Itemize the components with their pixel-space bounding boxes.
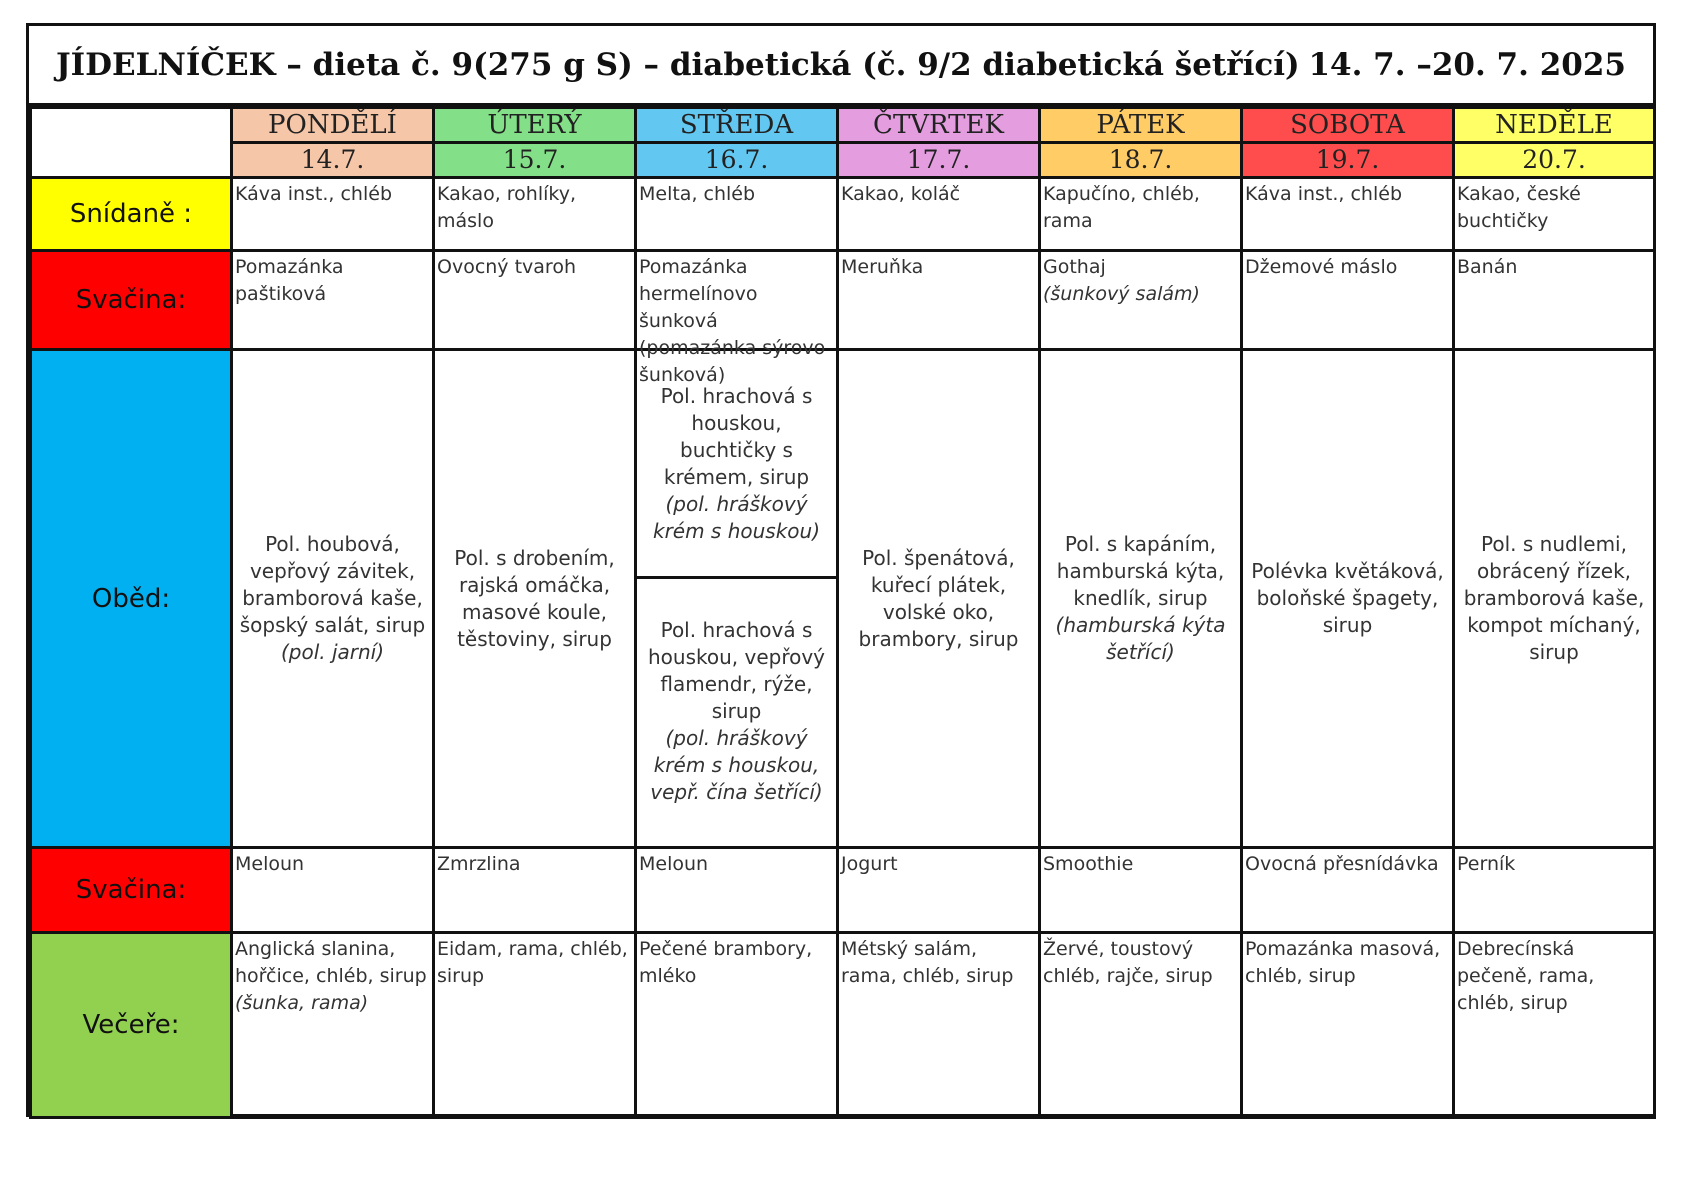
day-name: STŘEDA [636,108,838,143]
day-date: 17.7. [838,143,1040,178]
lunch-cell [838,350,1040,848]
snack1-note: (šunkový salám) [1043,283,1200,305]
snack1-text: Banán [1457,256,1518,278]
meal-label-lunch: Oběd: [31,350,232,848]
snack1-text: Meruňka [841,256,924,278]
day-date: 16.7. [636,143,838,178]
day-name: PONDĚLÍ [232,108,434,143]
snack1-cell [1454,251,1655,350]
lunch-cell [1040,350,1242,848]
breakfast-cell: Kapučíno, chléb, rama [1040,178,1242,251]
lunch-note: (pol. hráškový krém s houskou, vepř. čína šetřící) [650,725,823,804]
dinner-cell [434,933,636,1118]
lunch-cell [232,350,434,848]
lunch-option-b [637,579,836,843]
snack1-cell [636,251,838,386]
dinner-text: Anglická slanina, hořčice, chléb, sirup [235,938,427,987]
day-date: 19.7. [1242,143,1454,178]
dinner-cell [1242,933,1454,1118]
breakfast-cell: Kakao, koláč [838,178,1040,251]
lunch-cell [434,350,636,848]
dinner-text: Pečené brambory, mléko [639,938,813,987]
snack1-cell [232,251,434,350]
corner-cell [31,108,232,178]
snack1-text: Gothaj [1043,256,1106,278]
snack2-cell: Ovocná přesnídávka [1242,848,1454,933]
day-name: NEDĚLE [1454,108,1655,143]
snack2-cell: Smoothie [1040,848,1242,933]
breakfast-cell: Káva inst., chléb [232,178,434,251]
day-date: 14.7. [232,143,434,178]
lunch-cell [1242,350,1454,848]
lunch-note: (hamburská kýta šetřící) [1055,613,1226,664]
lunch-text: Pol. s nudlemi, obrácený řízek, bramborová kaše, kompot míchaný, sirup [1463,532,1645,664]
meal-label-snack2: Svačina: [31,848,232,933]
snack2-cell: Perník [1454,848,1655,933]
snack1-text: Pomazánka paštiková [235,256,344,305]
lunch-text: Pol. s kapáním, hamburská kýta, knedlík, sirup [1056,532,1225,610]
menu-table [29,106,1656,1119]
dinner-cell [1454,933,1655,1118]
lunch-cell-split [636,350,838,848]
dinner-cell [1040,933,1242,1118]
snack1-cell [1040,251,1242,350]
lunch-row [31,350,1655,848]
breakfast-cell: Káva inst., chléb [1242,178,1454,251]
breakfast-cell: Kakao, české buchtičky [1454,178,1655,251]
snack2-cell: Jogurt [838,848,1040,933]
snack1-cell [434,251,636,350]
snack1-text: Ovocný tvaroh [437,256,576,278]
lunch-text: Pol. houbová, vepřový závitek, bramborová kaše, šopský salát, sirup [239,532,426,637]
snack1-text: Džemové máslo [1245,256,1398,278]
lunch-text: Pol. špenátová, kuřecí plátek, volské oko, brambory, sirup [858,545,1019,651]
lunch-text: Polévka květáková, boloňské špagety, sirup [1251,559,1444,637]
dinner-text: Eidam, rama, chléb, sirup [437,938,628,987]
snack2-row [31,848,1655,933]
date-range: 14. 7. –20. 7. 2025 [1308,46,1626,83]
day-name: SOBOTA [1242,108,1454,143]
lunch-text: Pol. hrachová s houskou, buchtičky s krémem, sirup [660,383,813,489]
title-bar [29,26,1653,106]
lunch-text: Pol. hrachová s houskou, vepřový flamendr, rýže, sirup [647,617,826,723]
menu-sheet [26,23,1656,1117]
breakfast-row [31,178,1655,251]
dinner-cell [838,933,1040,1118]
dinner-text: Žervé, toustový chléb, rajče, sirup [1043,938,1213,987]
day-date: 20.7. [1454,143,1655,178]
day-date: 15.7. [434,143,636,178]
meal-label-dinner: Večeře: [31,933,232,1118]
lunch-note: (pol. jarní) [280,640,385,664]
dates-row [31,143,1655,178]
dinner-cell [232,933,434,1118]
snack2-cell: Meloun [636,848,838,933]
day-name: PÁTEK [1040,108,1242,143]
snack2-cell: Meloun [232,848,434,933]
breakfast-cell: Kakao, rohlíky, máslo [434,178,636,251]
snack1-cell [838,251,1040,350]
snack1-text: Pomazánka hermelínovo šunková (pomazánka sýrovo šunková) [639,256,826,386]
lunch-cell [1454,350,1655,848]
dinner-text: Métský salám, rama, chléb, sirup [841,938,1014,987]
dinner-text: Debrecínská pečeně, rama, chléb, sirup [1457,938,1595,1014]
dinner-text: Pomazánka masová, chléb, sirup [1245,938,1441,987]
dinner-row [31,933,1655,1118]
dinner-cell [636,933,838,1118]
day-name: ÚTERÝ [434,108,636,143]
lunch-text: Pol. s drobením, rajská omáčka, masové koule, těstoviny, sirup [454,545,615,651]
lunch-option-a [637,351,836,579]
day-date: 18.7. [1040,143,1242,178]
dinner-note: (šunka, rama) [235,992,369,1014]
breakfast-cell: Melta, chléb [636,178,838,251]
meal-label-snack1: Svačina: [31,251,232,350]
page-title: JÍDELNÍČEK – dieta č. 9(275 g S) – diabetická (č. 9/2 diabetická šetřící) [56,46,1300,83]
snack1-cell [1242,251,1454,350]
lunch-note: (pol. hráškový krém s houskou) [652,491,821,543]
snack2-cell: Zmrzlina [434,848,636,933]
snack1-row [31,251,1655,350]
day-names-row [31,108,1655,143]
meal-label-breakfast: Snídaně : [31,178,232,251]
day-name: ČTVRTEK [838,108,1040,143]
